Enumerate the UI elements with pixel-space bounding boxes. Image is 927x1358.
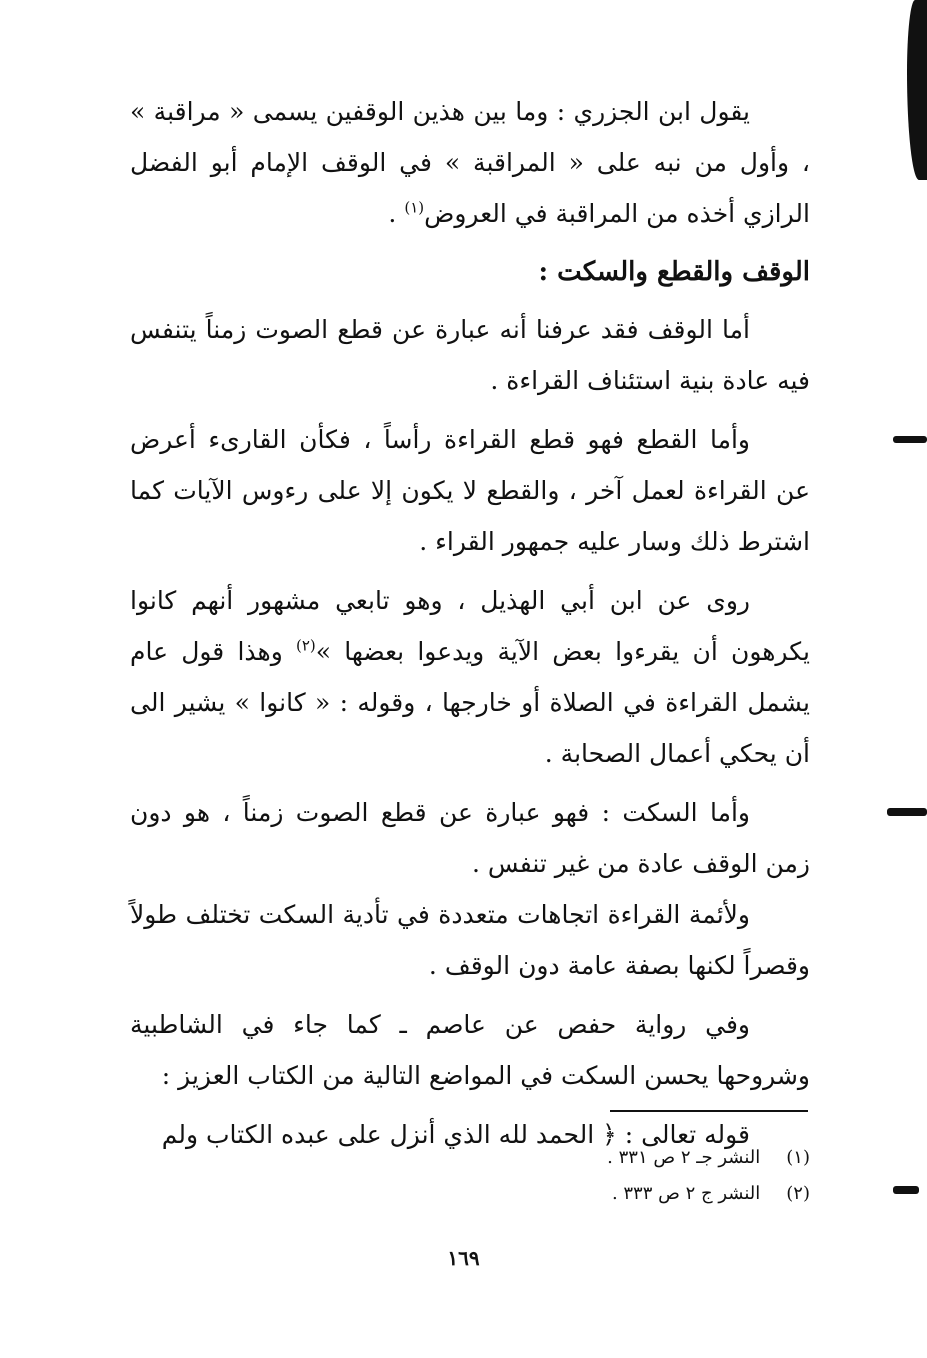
footnote-number: (١) [786, 1147, 810, 1168]
paragraph-qat: وأما القطع فهو قطع القراءة رأساً ، فكأن القارىء أعرض عن القراءة لعمل آخر ، والقطع لا يكون إلا على رءوس الآيات كما اشترط ذلك وسار عليه جمهور القراء . [130, 425, 810, 556]
main-text [130, 86, 810, 1168]
section-heading: الوقف والقطع والسكت : [538, 257, 810, 287]
paragraph-quote: قوله تعالى : ﴿ الحمد لله الذي أنزل على عبده الكتاب ولم [161, 1120, 750, 1149]
paragraph-text: وهذا قول عام يشمل القراءة في الصلاة أو خارجها ، وقوله : « كانوا » يشير الى أن يحكي أعمال الصحابة . [130, 637, 810, 768]
paragraph-ibn-jazari [130, 86, 810, 239]
scan-edge-mark [893, 436, 927, 443]
footnote-ref-2: (٢) [296, 636, 316, 655]
page-number: ١٦٩ [447, 1246, 480, 1270]
paragraph-aimmah: ولأئمة القراءة اتجاهات متعددة في تأدية السكت تختلف طولاً وقصراً لكنها بصفة عامة دون الوقف . [130, 900, 810, 980]
footnote-text: النشر ج ٢ ص ٣٣٣ . [611, 1183, 761, 1204]
sentence-end: . [388, 199, 405, 228]
scan-edge-mark [907, 0, 927, 180]
paragraph-text: يقول ابن الجزري : وما بين هذين الوقفين يسمى « مراقبة » ، وأول من نبه على « المراقبة » في الوقف الإمام أبو الفضل الرازي أخذه من المراقبة في العروض [130, 97, 810, 228]
footnote-ref-1: (١) [404, 198, 425, 217]
paragraph-waqf: أما الوقف فقد عرفنا أنه عبارة عن قطع الصوت زمناً يتنفس فيه عادة بنية استئناف القراءة . [130, 315, 810, 395]
footnote-1 [430, 1140, 810, 1176]
paragraph-text: روى عن ابن أبي الهذيل ، وهو تابعي مشهور أنهم كانوا يكرهون أن يقرءوا بعض الآية ويدعوا بعضها » [130, 586, 810, 666]
footnote-number: (٢) [786, 1183, 810, 1204]
scan-edge-mark [887, 808, 927, 816]
footnotes [430, 1140, 810, 1212]
paragraph-ibn-hudhayl [130, 575, 810, 779]
paragraph-sakt: وأما السكت : فهو عبارة عن قطع الصوت زمناً ، هو دون زمن الوقف عادة من غير تنفس . [130, 798, 810, 878]
footnote-text: النشر جـ ٢ ص ٣٣١ . [607, 1147, 761, 1168]
footnote-separator [610, 1110, 808, 1112]
scan-edge-mark [893, 1186, 919, 1194]
paragraph-hafs: وفي رواية حفص عن عاصم ـ كما جاء في الشاطبية وشروحها يحسن السكت في المواضع التالية من الكتاب العزيز : [130, 1010, 810, 1090]
footnote-2 [430, 1176, 810, 1212]
